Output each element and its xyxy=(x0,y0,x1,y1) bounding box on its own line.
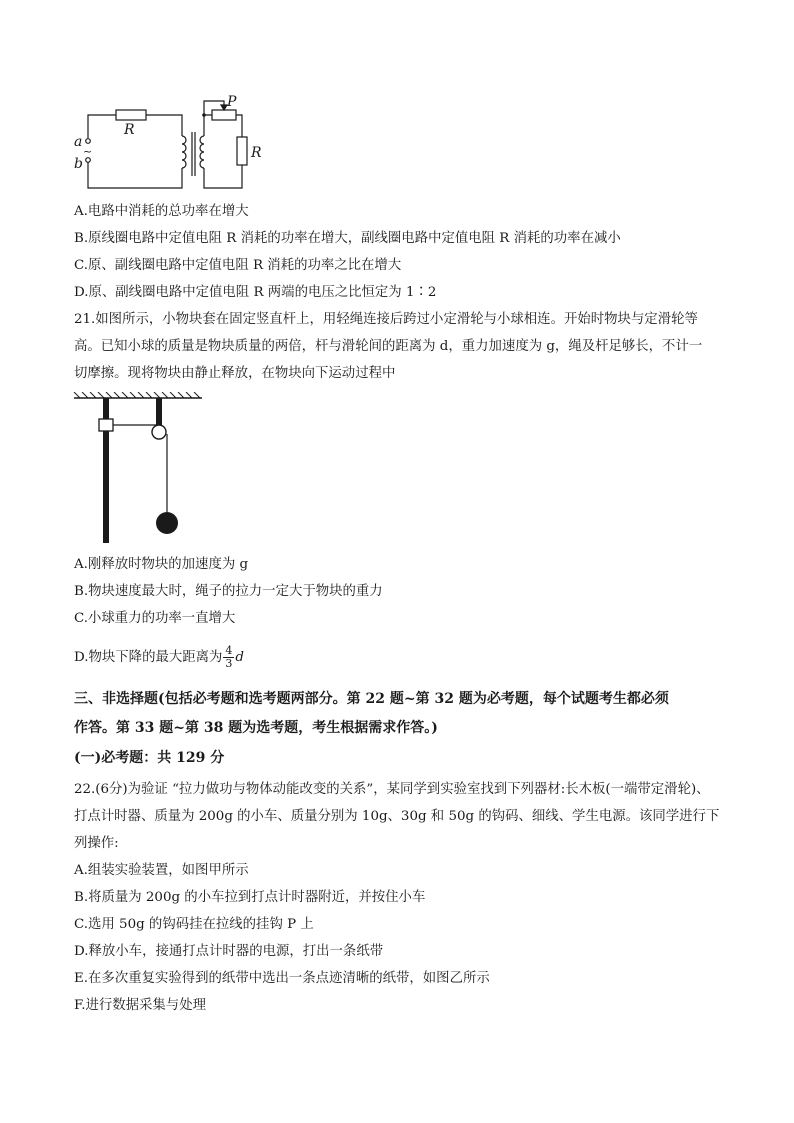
q22-stem-line: 打点计时器、质量为 200g 的小车、质量分别为 10g、30g 和 50g 的钩码、细线、学生电源。该同学进行下 xyxy=(74,809,720,824)
q21-stem-line: 高。已知小球的质量是物块质量的两倍，杆与滑轮间的距离为 d，重力加速度为 g，绳及杆足够长，不计一 xyxy=(74,339,703,354)
q21-option-c: C.小球重力的功率一直增大 xyxy=(74,611,236,626)
fraction-numerator: 4 xyxy=(225,644,233,657)
q20-option-b: B.原线圈电路中定值电阻 R 消耗的功率在增大，副线圈电路中定值电阻 R 消耗的功率在减小 xyxy=(74,231,621,246)
fraction-four-thirds xyxy=(223,645,234,670)
q20-option-d: D.原、副线圈电路中定值电阻 R 两端的电压之比恒定为 1∶2 xyxy=(74,285,437,300)
fraction-denominator: 3 xyxy=(225,657,233,670)
q20-option-c: C.原、副线圈电路中定值电阻 R 消耗的功率之比在增大 xyxy=(74,258,402,273)
q22-step-a: A.组装实验装置，如图甲所示 xyxy=(74,863,249,878)
transformer-circuit-figure xyxy=(66,92,286,194)
section3-heading-cont: 作答。第 33 题~第 38 题为选考题，考生根据需求作答。) xyxy=(74,720,438,736)
q22-stem-line: 列操作: xyxy=(74,836,119,851)
section3-subheading: (一)必考题：共 129 分 xyxy=(74,750,225,766)
pulley-block-figure xyxy=(72,392,212,547)
q21-stem-line: 切摩擦。现将物块由静止释放，在物块向下运动过程中 xyxy=(74,366,396,381)
slider-p-label: P xyxy=(227,94,237,110)
q21-option-b: B.物块速度最大时，绳子的拉力一定大于物块的重力 xyxy=(74,584,383,599)
q20-option-a: A.电路中消耗的总功率在增大 xyxy=(74,204,249,219)
distance-variable-d: d xyxy=(235,650,244,665)
resistor-r-primary-label: R xyxy=(124,122,135,138)
q21-option-a: A.刚释放时物块的加速度为 g xyxy=(74,557,249,572)
q22-step-c: C.选用 50g 的钩码挂在拉线的挂钩 P 上 xyxy=(74,917,314,932)
q22-step-f: F.进行数据采集与处理 xyxy=(74,998,206,1013)
q21-stem-line: 21.如图所示，小物块套在固定竖直杆上，用轻绳连接后跨过小定滑轮与小球相连。开始时物块与定滑轮等 xyxy=(74,312,698,327)
terminal-b-label: b xyxy=(74,156,83,172)
q21-option-d xyxy=(74,642,734,674)
q21-option-d-text: D.物块下降的最大距离为 xyxy=(74,650,223,665)
section3-heading: 三、非选择题(包括必考题和选考题两部分。第 22 题~第 32 题为必考题，每个试题考生都必须 xyxy=(74,691,669,707)
resistor-r-secondary-label: R xyxy=(251,145,262,161)
q22-step-d: D.释放小车，接通打点计时器的电源，打出一条纸带 xyxy=(74,944,384,959)
q22-step-b: B.将质量为 200g 的小车拉到打点计时器附近，并按住小车 xyxy=(74,890,426,905)
q22-step-e: E.在多次重复实验得到的纸带中选出一条点迹清晰的纸带，如图乙所示 xyxy=(74,971,490,986)
q22-stem-line: 22.(6分)为验证 “拉力做功与物体动能改变的关系”，某同学到实验室找到下列器材:长木板(一端带定滑轮)、 xyxy=(74,782,710,797)
ac-source-tilde: ~ xyxy=(83,145,93,158)
terminal-a-label: a xyxy=(74,134,83,150)
